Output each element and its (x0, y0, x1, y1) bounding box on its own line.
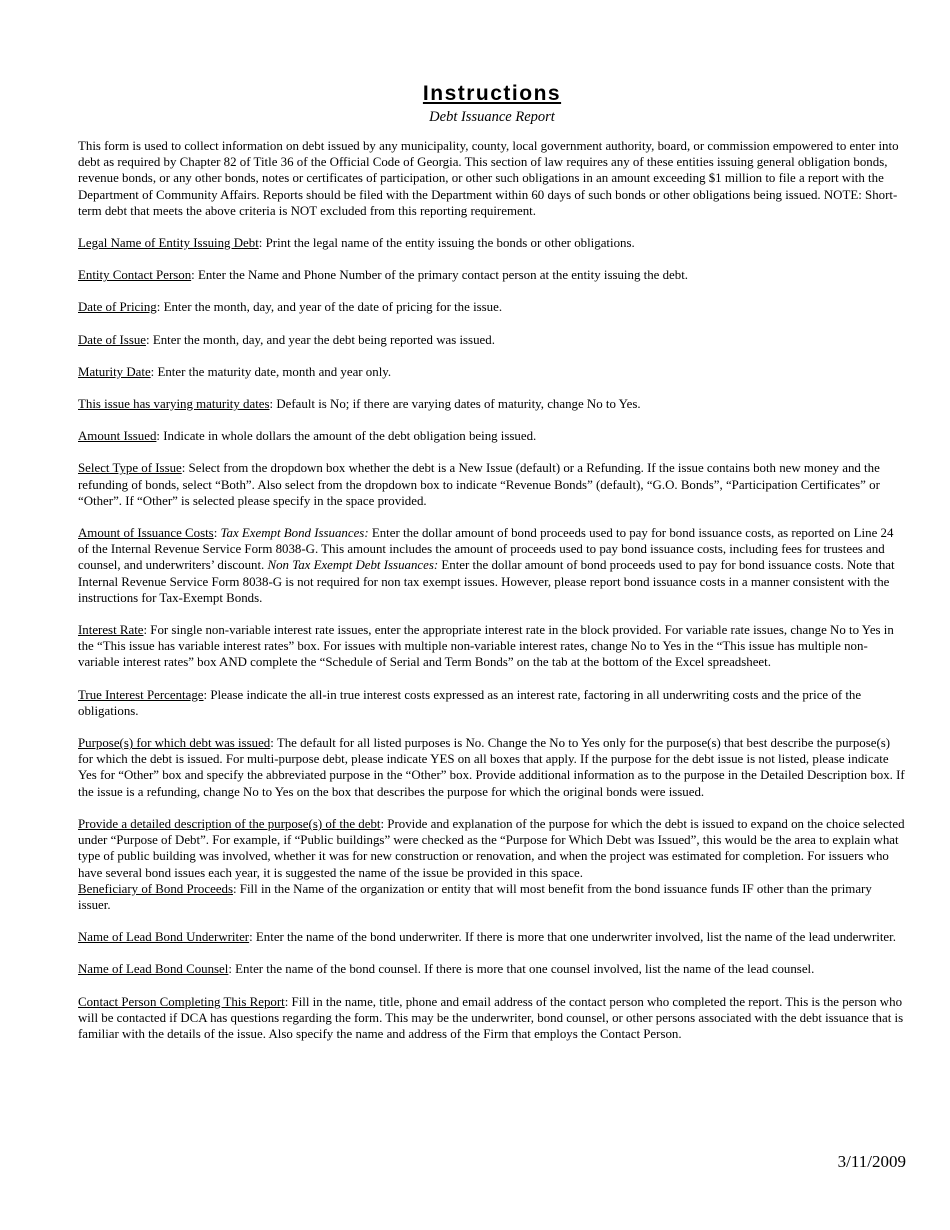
item-sublabel-non-tax-exempt: Non Tax Exempt Debt Issuances: (267, 558, 439, 573)
item-term: Select Type of Issue (78, 461, 182, 476)
item-term: Legal Name of Entity Issuing Debt (78, 236, 259, 251)
item-text: : Enter the month, day, and year the debt being reported was issued. (146, 332, 495, 347)
item-term: Name of Lead Bond Underwriter (78, 930, 250, 945)
item-text: : Print the legal name of the entity issuing the bonds or other obligations. (258, 236, 635, 251)
item-date-of-pricing (78, 299, 906, 315)
page-subtitle: Debt Issuance Report (429, 109, 555, 125)
item-true-interest (78, 687, 906, 719)
item-term: Interest Rate (78, 623, 144, 638)
item-text: : Fill in the Name of the organization or entity that will most benefit from the bond issuance funds IF other than the primary issuer. (78, 881, 872, 912)
item-issuance-costs (78, 525, 906, 606)
item-term: Amount Issued (78, 429, 157, 444)
item-text: Enter the dollar amount of bond proceeds used to pay for bond issuance costs, as reported on Line 24 of the Internal Revenue Service Form 8038-G. This amount includes the amount of proceeds used to pay bond issuance costs, including fees for trustees and counsel, and underwriters’ discount. (78, 526, 894, 573)
item-maturity-date (78, 364, 906, 380)
item-separator: : (213, 526, 221, 541)
item-text: : Enter the name of the bond counsel. If there is more that one counsel involved, list the name of the lead counsel. (228, 962, 815, 977)
item-text: : Enter the maturity date, month and year only. (150, 364, 392, 379)
item-text: : Default is No; if there are varying dates of maturity, change No to Yes. (269, 397, 641, 412)
item-amount-issued (78, 428, 906, 444)
item-lead-underwriter (78, 929, 906, 945)
item-detailed-description (78, 816, 906, 881)
item-entity-contact (78, 267, 906, 283)
instructions-page (78, 80, 906, 1058)
item-text: : Enter the month, day, and year of the date of pricing for the issue. (156, 300, 503, 315)
item-term: True Interest Percentage (78, 687, 204, 702)
item-text: : Enter the Name and Phone Number of the primary contact person at the entity issuing the debt. (191, 268, 689, 283)
item-term: Date of Pricing (78, 300, 157, 315)
item-contact-completing (78, 994, 906, 1043)
item-lead-counsel (78, 961, 906, 977)
item-text: : Provide and explanation of the purpose for which the debt is issued to expand on the choice selected under “Purpose of Debt”. For example, if “Public buildings” were checked as the “Purpose for Which Debt was Issued”, this would be the area to explain what type of public building was involved, whether it was for new construction or renovation, and when the project was estimated for completion. For issuers who have several bond issues each year, it is suggested the name of the issue be provided in this space. (78, 816, 905, 880)
item-term: Beneficiary of Bond Proceeds (78, 881, 233, 896)
footer-date: 3/11/2009 (837, 1152, 906, 1171)
item-text: : Select from the dropdown box whether the debt is a New Issue (default) or a Refunding. If the issue contains both new money and the refunding of bonds, select “Both”. Also select from the dropdown box to indicate “Revenue Bonds” (default), “G.O. Bonds”, “Participation Certificates” or “Other”. If “Other” is selected please specify in the space provided. (78, 461, 880, 508)
item-term: Entity Contact Person (78, 268, 192, 283)
page-title: Instructions (422, 82, 562, 105)
item-legal-name (78, 235, 906, 251)
item-term: Maturity Date (78, 364, 151, 379)
item-type-of-issue (78, 460, 906, 509)
item-term: This issue has varying maturity dates (78, 397, 270, 412)
item-text: : Please indicate the all-in true interest costs expressed as an interest rate, factoring in all underwriting costs and the price of the obligations. (78, 687, 862, 718)
item-text: : The default for all listed purposes is No. Change the No to Yes only for the purpose(s) that best describe the purpose(s) for which the debt is issued. For multi-purpose debt, please indicate YES on all boxes that apply. If the purpose for the debt issue is not listed, please indicate Yes for “Other” box and specify the abbreviated purpose in the “Other” box. Provide additional information as to the purpose in the Detailed Description box. If the issue is a refunding, change No to Yes on the box that describes the purpose for which the original bonds were issued. (78, 736, 905, 799)
item-text: : Indicate in whole dollars the amount of the debt obligation being issued. (156, 429, 537, 444)
item-term: Date of Issue (78, 332, 147, 347)
item-term: Amount of Issuance Costs (78, 526, 214, 541)
item-sublabel-tax-exempt: Tax Exempt Bond Issuances: (220, 526, 369, 541)
item-date-of-issue (78, 332, 906, 348)
item-term: Name of Lead Bond Counsel (78, 962, 229, 977)
item-varying-maturity (78, 396, 906, 412)
item-purpose (78, 735, 906, 800)
item-text: : Enter the name of the bond underwriter. If there is more that one underwriter involved, list the name of the lead underwriter. (249, 930, 896, 945)
item-text: : Fill in the name, title, phone and email address of the contact person who completed the report. This is the person who will be contacted if DCA has questions regarding the form. This may be the underwriter, bond counsel, or other persons associated with the debt issuance that is familiar with the details of the issue. Also specify the name and address of the Firm that employs the Contact Person. (78, 994, 904, 1041)
item-text: : For single non-variable interest rate issues, enter the appropriate interest rate in the block provided. For variable rate issues, change No to Yes in the “This issue has variable interest rates” box. For issues with multiple non-variable interest rates, change No to Yes in the “This issue has multiple non-variable interest rates” box AND complete the “Schedule of Serial and Term Bonds” on the tab at the bottom of the Excel spreadsheet. (78, 623, 894, 670)
item-text: Enter the dollar amount of bond proceeds used to pay for bond issuance costs. Note that Internal Revenue Service Form 8038-G is not required for non tax exempt issues. However, please report bond issuance costs in a manner consistent with the instructions for Tax-Exempt Bonds. (78, 558, 895, 605)
item-beneficiary (78, 881, 906, 913)
item-term: Contact Person Completing This Report (78, 994, 285, 1009)
item-interest-rate (78, 622, 906, 671)
item-term: Purpose(s) for which debt was issued (78, 736, 271, 751)
intro-paragraph: This form is used to collect information on debt issued by any municipality, county, local government authority, board, or commission empowered to enter into debt as required by Chapter 82 of Title 36 of the Official Code of Georgia. This section of law requires any of these entities issuing general obligation bonds, revenue bonds, or any other bonds, notes or certificates of participation, or other such obligations in an amount exceeding $1 million to file a report with the Department of Community Affairs. Reports should be filed with the Department within 60 days of such bonds or other obligations being issued. NOTE: Short-term debt that meets the above criteria is NOT excluded from this reporting requirement. (78, 139, 899, 218)
item-term: Provide a detailed description of the purpose(s) of the debt (78, 816, 381, 831)
